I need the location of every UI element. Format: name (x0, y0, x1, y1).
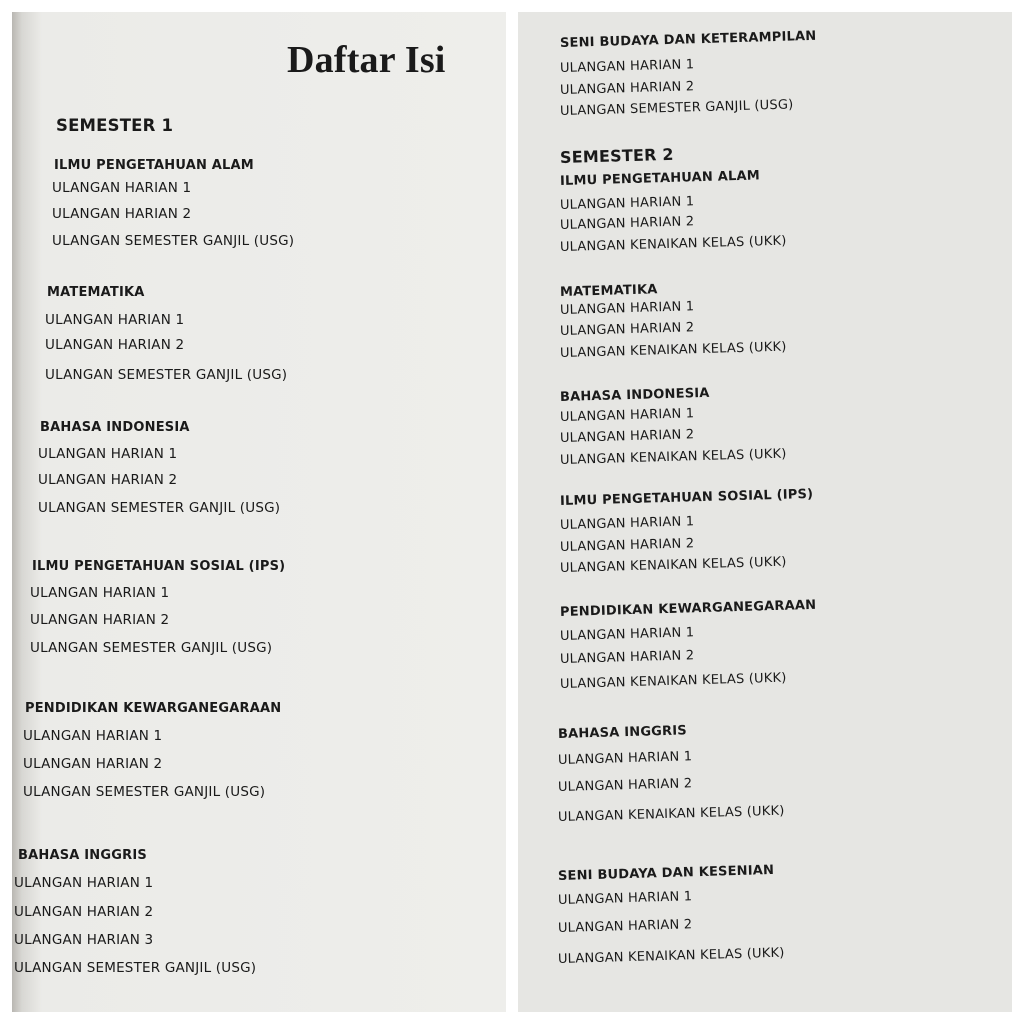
toc-entry: ULANGAN KENAIKAN KELAS (UKK) (559, 670, 787, 692)
toc-entry: ULANGAN HARIAN 1 (559, 299, 695, 318)
toc-entry: ULANGAN HARIAN 1 (557, 889, 693, 908)
semester-heading: SEMESTER 2 (559, 144, 674, 167)
page-title: Daftar Isi (287, 39, 446, 81)
subject-heading: PENDIDIKAN KEWARGANEGARAAN (559, 597, 817, 620)
toc-entry: ULANGAN HARIAN 1 (559, 406, 695, 425)
subject-heading: BAHASA INGGRIS (557, 723, 688, 742)
subject-heading: ILMU PENGETAHUAN ALAM (559, 168, 761, 189)
toc-entry: ULANGAN HARIAN 2 (38, 472, 178, 488)
toc-entry: ULANGAN KENAIKAN KELAS (UKK) (559, 446, 787, 468)
toc-entry: ULANGAN SEMESTER GANJIL (USG) (23, 784, 266, 800)
subject-heading: BAHASA INDONESIA (40, 420, 190, 435)
toc-entry: ULANGAN HARIAN 1 (559, 194, 695, 213)
toc-entry: ULANGAN KENAIKAN KELAS (UKK) (559, 339, 787, 361)
toc-entry: ULANGAN HARIAN 2 (52, 206, 192, 222)
toc-entry: ULANGAN KENAIKAN KELAS (UKK) (559, 554, 787, 576)
subject-heading: SENI BUDAYA DAN KETERAMPILAN (559, 28, 817, 51)
toc-entry: ULANGAN SEMESTER GANJIL (USG) (38, 500, 281, 516)
left-page (12, 12, 506, 1012)
subject-heading: MATEMATIKA (47, 285, 145, 300)
subject-heading: BAHASA INDONESIA (559, 385, 710, 405)
toc-entry: ULANGAN HARIAN 2 (14, 904, 154, 920)
toc-entry: ULANGAN HARIAN 1 (30, 585, 170, 601)
toc-entry: ULANGAN HARIAN 1 (557, 749, 693, 768)
toc-entry: ULANGAN HARIAN 1 (559, 514, 695, 533)
toc-entry: ULANGAN HARIAN 2 (559, 320, 695, 339)
toc-entry: ULANGAN KENAIKAN KELAS (UKK) (557, 803, 785, 825)
toc-entry: ULANGAN HARIAN 1 (14, 875, 154, 891)
subject-heading: SENI BUDAYA DAN KESENIAN (557, 862, 775, 884)
subject-heading: ILMU PENGETAHUAN SOSIAL (IPS) (32, 559, 286, 574)
subject-heading: MATEMATIKA (559, 282, 658, 300)
subject-heading: PENDIDIKAN KEWARGANEGARAAN (25, 701, 282, 716)
toc-entry: ULANGAN SEMESTER GANJIL (USG) (14, 960, 257, 976)
subject-heading: ILMU PENGETAHUAN ALAM (54, 158, 254, 173)
toc-entry: ULANGAN HARIAN 2 (557, 917, 693, 936)
toc-entry: ULANGAN SEMESTER GANJIL (USG) (45, 367, 288, 383)
subject-heading: ILMU PENGETAHUAN SOSIAL (IPS) (559, 486, 814, 509)
toc-entry: ULANGAN HARIAN 2 (559, 648, 695, 667)
toc-entry: ULANGAN HARIAN 1 (38, 446, 178, 462)
right-page (518, 12, 1012, 1012)
toc-entry: ULANGAN HARIAN 2 (559, 79, 695, 98)
toc-entry: ULANGAN KENAIKAN KELAS (UKK) (557, 945, 785, 967)
toc-entry: ULANGAN HARIAN 1 (559, 57, 695, 76)
toc-entry: ULANGAN HARIAN 1 (52, 180, 192, 196)
toc-entry: ULANGAN HARIAN 1 (559, 625, 695, 644)
toc-entry: ULANGAN HARIAN 2 (45, 337, 185, 353)
toc-entry: ULANGAN HARIAN 1 (23, 728, 163, 744)
toc-entry: ULANGAN SEMESTER GANJIL (USG) (559, 97, 794, 119)
subject-heading: BAHASA INGGRIS (18, 848, 147, 863)
toc-entry: ULANGAN SEMESTER GANJIL (USG) (30, 640, 273, 656)
toc-entry: ULANGAN HARIAN 1 (45, 312, 185, 328)
toc-entry: ULANGAN HARIAN 2 (559, 214, 695, 233)
toc-entry: ULANGAN HARIAN 2 (23, 756, 163, 772)
toc-entry: ULANGAN SEMESTER GANJIL (USG) (52, 233, 295, 249)
toc-entry: ULANGAN KENAIKAN KELAS (UKK) (559, 233, 787, 255)
semester-heading: SEMESTER 1 (56, 116, 174, 135)
toc-entry: ULANGAN HARIAN 3 (14, 932, 154, 948)
toc-entry: ULANGAN HARIAN 2 (557, 776, 693, 795)
toc-entry: ULANGAN HARIAN 2 (30, 612, 170, 628)
toc-entry: ULANGAN HARIAN 2 (559, 536, 695, 555)
toc-entry: ULANGAN HARIAN 2 (559, 427, 695, 446)
